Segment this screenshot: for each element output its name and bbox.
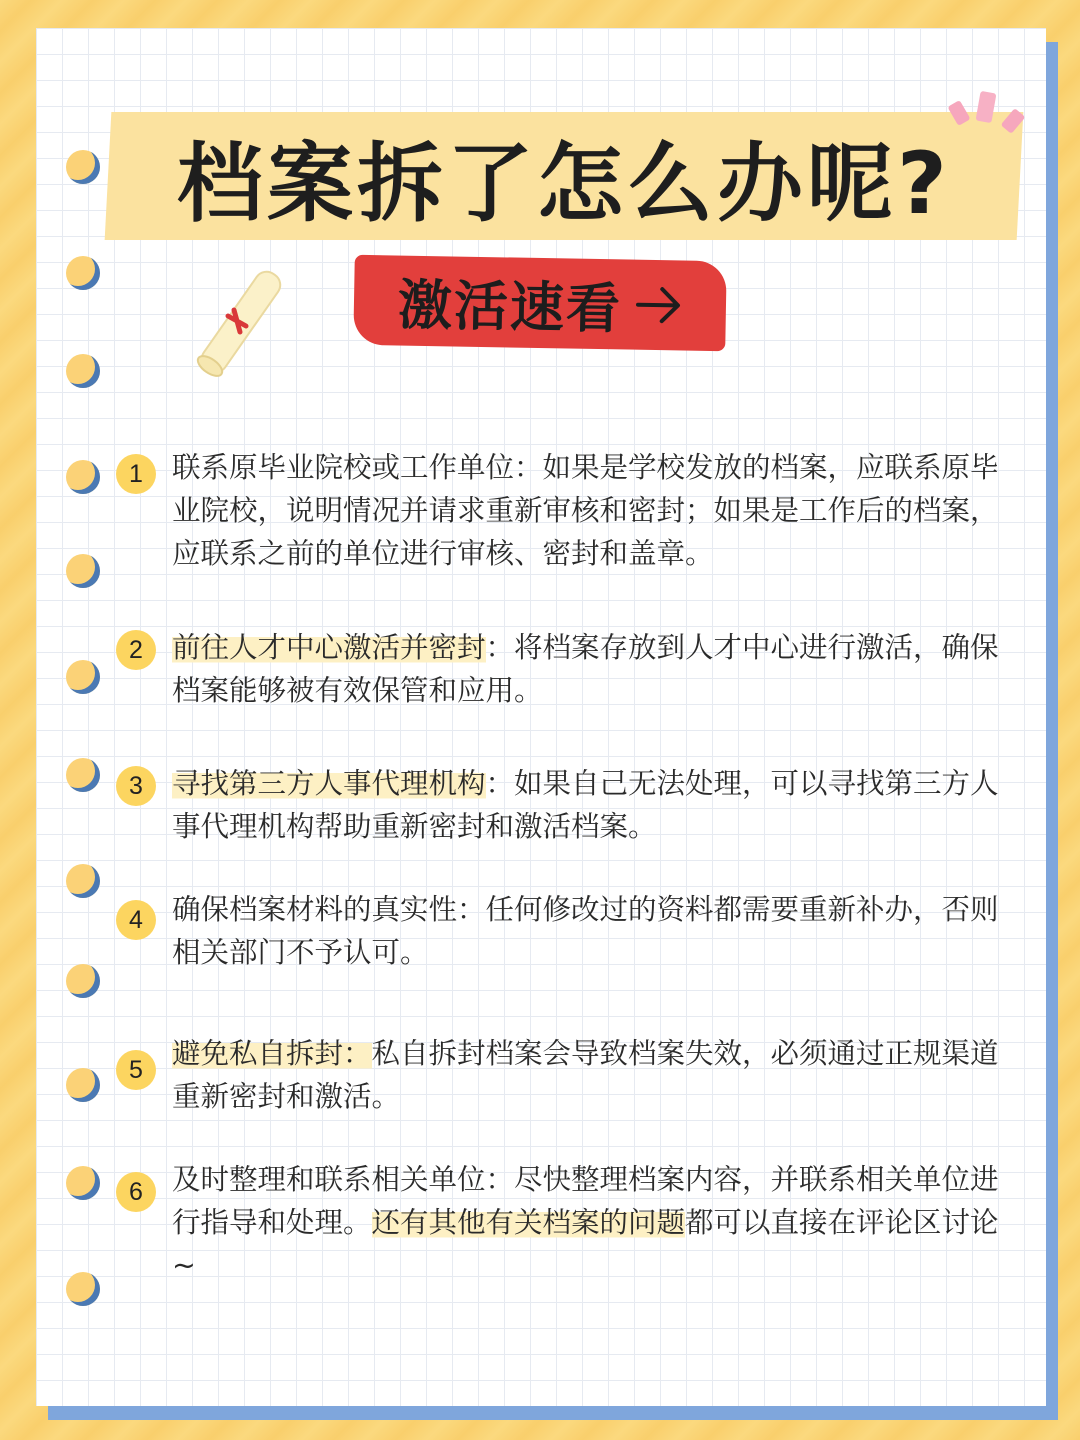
item-number-badge: 6 <box>116 1172 156 1212</box>
notebook-paper <box>36 28 1046 1406</box>
item-number-badge: 4 <box>116 900 156 940</box>
item-number-badge: 2 <box>116 630 156 670</box>
badge-label: 激活速看 <box>397 273 623 340</box>
item-text: 及时整理和联系相关单位：尽快整理档案内容，并联系相关单位进行指导和处理。还有其他有关档案的问题都可以直接在评论区讨论~ <box>172 1163 999 1282</box>
item-highlight: 还有其他有关档案的问题 <box>371 1206 686 1239</box>
binder-ring-icon <box>66 758 100 792</box>
page-title: 档案拆了怎么办呢? <box>177 134 951 234</box>
binder-ring-icon <box>66 964 100 998</box>
sparkle-icon <box>944 88 1034 148</box>
binder-ring-icon <box>66 554 100 588</box>
binder-ring-icon <box>66 460 100 494</box>
binder-ring-icon <box>66 256 100 290</box>
item-highlight: 寻找第三方人事代理机构 <box>172 767 486 800</box>
binder-ring-icon <box>66 1272 100 1306</box>
item-number-badge: 1 <box>116 454 156 494</box>
item-text: 联系原毕业院校或工作单位：如果是学校发放的档案，应联系原毕业院校，说明情况并请求重新审核和密封；如果是工作后的档案，应联系之前的单位进行审核、密封和盖章。 <box>172 451 999 570</box>
item-highlight: 避免私自拆封： <box>172 1037 372 1070</box>
binder-ring-icon <box>66 864 100 898</box>
arrow-right-icon <box>636 285 683 326</box>
binder-ring-icon <box>66 150 100 184</box>
binder-ring-icon <box>66 354 100 388</box>
item-highlight: 前往人才中心激活并密封 <box>172 631 486 664</box>
item-number-badge: 3 <box>116 766 156 806</box>
item-text: 前往人才中心激活并密封：将档案存放到人才中心进行激活，确保档案能够被有效保管和应用。 <box>172 631 999 707</box>
item-text: 寻找第三方人事代理机构：如果自己无法处理，可以寻找第三方人事代理机构帮助重新密封和激活档案。 <box>172 767 999 843</box>
binder-ring-icon <box>66 1068 100 1102</box>
activate-badge <box>353 255 727 351</box>
item-number-badge: 5 <box>116 1050 156 1090</box>
diploma-scroll-icon <box>188 266 288 386</box>
item-text: 避免私自拆封：私自拆封档案会导致档案失效，必须通过正规渠道重新密封和激活。 <box>172 1037 999 1113</box>
item-text: 确保档案材料的真实性：任何修改过的资料都需要重新补办，否则相关部门不予认可。 <box>172 893 999 969</box>
binder-ring-icon <box>66 660 100 694</box>
binder-ring-icon <box>66 1166 100 1200</box>
